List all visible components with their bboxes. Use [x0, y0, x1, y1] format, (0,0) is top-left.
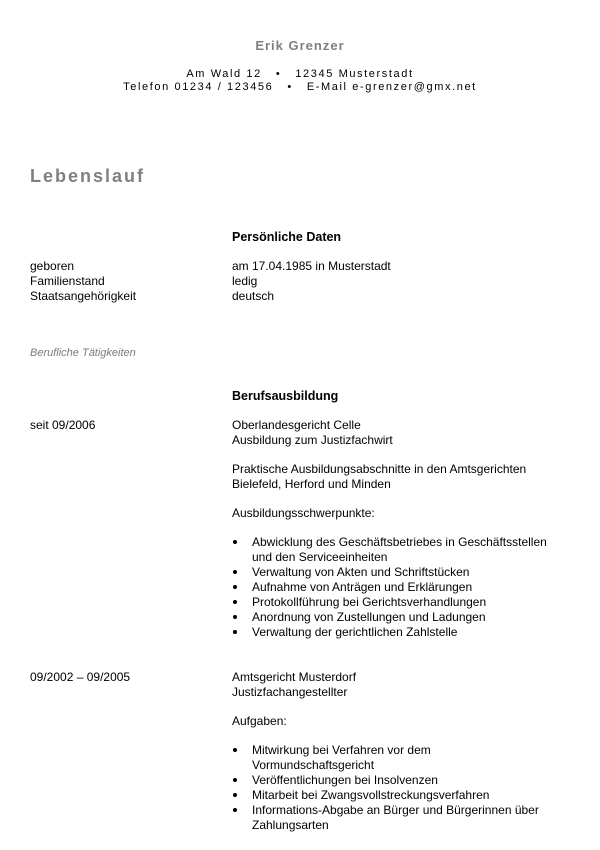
entry-list-title: Ausbildungsschwerpunkte: [232, 506, 375, 520]
entry-description-line: Bielefeld, Herford und Minden [232, 476, 391, 491]
entry-task-list [232, 535, 572, 640]
entry-list-title: Aufgaben: [232, 714, 287, 728]
training-heading: Berufsausbildung [232, 389, 339, 403]
address-line [0, 68, 600, 80]
list-item: Mitwirkung bei Verfahren vor dem Vormundschaftsgericht [232, 743, 457, 773]
list-item: Anordnung von Zustellungen und Ladungen [232, 610, 572, 625]
list-item: Veröffentlichungen bei Insolvenzen [232, 773, 532, 788]
personal-label: Familienstand [30, 274, 105, 288]
list-item: Mitarbeit bei Zwangsvollstreckungsverfahren [232, 788, 532, 803]
phone: Telefon 01234 / 123456 [123, 81, 274, 93]
list-item: Protokollführung bei Gerichtsverhandlungen [232, 595, 572, 610]
section-note: Berufliche Tätigkeiten [30, 347, 136, 359]
email: E-Mail e-grenzer@gmx.net [306, 81, 477, 93]
personal-label: Staatsangehörigkeit [30, 289, 137, 303]
personal-value: ledig [232, 274, 258, 288]
applicant-name: Erik Grenzer [255, 38, 345, 53]
list-item: Verwaltung von Akten und Schriftstücken [232, 565, 572, 580]
list-item: Aufnahme von Anträgen und Erklärungen [232, 580, 572, 595]
entry-description-line: Praktische Ausbildungsabschnitte in den Amtsgerichten [232, 462, 527, 476]
city: 12345 Musterstadt [295, 68, 414, 80]
list-item: Verwaltung der gerichtlichen Zahlstelle [232, 625, 572, 640]
entry-employer: Amtsgericht Musterdorf [232, 670, 357, 684]
street: Am Wald 12 [186, 68, 262, 80]
entry-details [232, 418, 393, 447]
separator-dot: • [287, 81, 293, 93]
entry-details [232, 670, 356, 699]
entry-period: seit 09/2006 [30, 418, 96, 432]
contact-line [0, 81, 600, 93]
list-item: Abwicklung des Geschäftsbetriebes in Geschäftsstellen und den Serviceeinheiten [232, 535, 568, 565]
personal-value: am 17.04.1985 in Musterstadt [232, 259, 391, 273]
document-title: Lebenslauf [30, 166, 146, 186]
entry-employer: Oberlandesgericht Celle [232, 418, 361, 432]
separator-dot: • [275, 68, 282, 80]
personal-data-heading: Persönliche Daten [232, 230, 342, 244]
entry-description [232, 462, 526, 491]
list-item: Informations-Abgabe an Bürger und Bürgerinnen über Zahlungsarten [232, 803, 572, 833]
personal-value: deutsch [232, 289, 275, 303]
entry-period: 09/2002 – 09/2005 [30, 670, 131, 684]
entry-task-list [232, 743, 539, 833]
entry-role: Justizfachangestellter [232, 684, 348, 699]
personal-label: geboren [30, 259, 75, 273]
entry-role: Ausbildung zum Justizfachwirt [232, 432, 393, 447]
